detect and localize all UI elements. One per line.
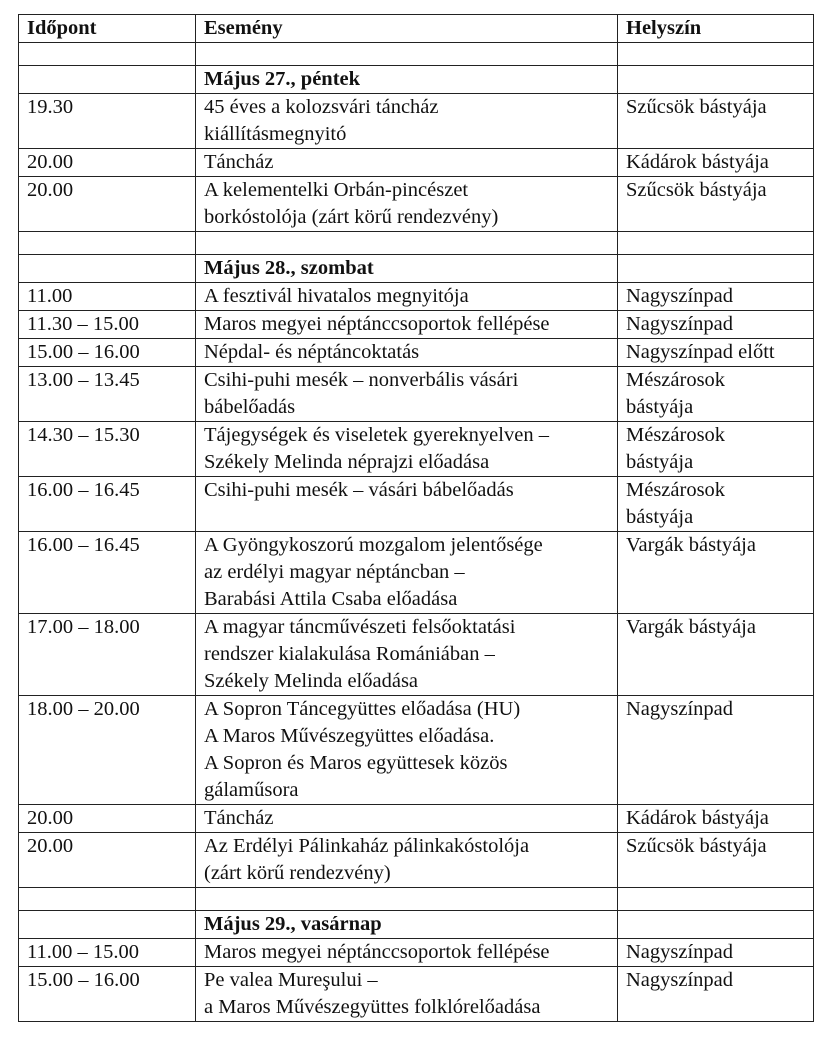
- event-cell: [196, 833, 618, 888]
- time-cell: 20.00: [19, 177, 196, 232]
- empty-cell: [618, 43, 814, 66]
- place-cell-line: Kádárok bástyája: [626, 151, 769, 173]
- place-cell-line: Nagyszínpad: [626, 698, 734, 720]
- event-cell-line: A Sopron Táncegyüttes előadása (HU): [204, 698, 521, 720]
- header-event: Esemény: [196, 15, 618, 43]
- table-row: [19, 422, 814, 477]
- schedule-body: [19, 43, 814, 1022]
- event-cell-line: Barabási Attila Csaba előadása: [204, 588, 458, 610]
- empty-cell: [618, 255, 814, 283]
- event-cell-line: (zárt körű rendezvény): [204, 862, 391, 884]
- event-cell-line: Maros megyei néptánccsoportok fellépése: [204, 941, 550, 963]
- table-row: [19, 177, 814, 232]
- time-cell: 16.00 – 16.45: [19, 477, 196, 532]
- event-cell: [196, 967, 618, 1022]
- place-cell: [618, 367, 814, 422]
- day-title: Május 28., szombat: [196, 255, 618, 283]
- place-cell: [618, 939, 814, 967]
- event-cell-line: Székely Melinda előadása: [204, 670, 419, 692]
- event-cell: [196, 177, 618, 232]
- place-cell: [618, 967, 814, 1022]
- place-cell: [618, 833, 814, 888]
- place-cell-line: bástyája: [626, 396, 694, 418]
- event-cell-line: A kelementelki Orbán-pincészet: [204, 179, 469, 201]
- place-cell: [618, 311, 814, 339]
- schedule-table: [18, 14, 814, 1022]
- event-cell-line: Népdal- és néptáncoktatás: [204, 341, 420, 363]
- event-cell: [196, 532, 618, 614]
- empty-cell: [618, 888, 814, 911]
- event-cell: [196, 94, 618, 149]
- place-cell: [618, 614, 814, 696]
- empty-cell: [19, 232, 196, 255]
- place-cell: [618, 532, 814, 614]
- time-cell: 15.00 – 16.00: [19, 339, 196, 367]
- table-row: [19, 477, 814, 532]
- empty-cell: [618, 911, 814, 939]
- table-row: [19, 614, 814, 696]
- event-cell-line: A fesztivál hivatalos megnyitója: [204, 285, 469, 307]
- event-cell: [196, 614, 618, 696]
- event-cell-line: az erdélyi magyar néptáncban –: [204, 561, 465, 583]
- time-cell: 11.00: [19, 283, 196, 311]
- table-row: [19, 311, 814, 339]
- place-cell-line: Vargák bástyája: [626, 616, 756, 638]
- place-cell-line: Nagyszínpad: [626, 285, 734, 307]
- place-cell: [618, 177, 814, 232]
- day-heading-row: [19, 911, 814, 939]
- empty-cell: [196, 888, 618, 911]
- event-cell-line: borkóstolója (zárt körű rendezvény): [204, 206, 499, 228]
- empty-cell: [196, 232, 618, 255]
- time-cell: 14.30 – 15.30: [19, 422, 196, 477]
- event-cell: [196, 367, 618, 422]
- spacer-row: [19, 888, 814, 911]
- event-cell-line: Táncház: [204, 807, 274, 829]
- empty-cell: [618, 232, 814, 255]
- place-cell: [618, 94, 814, 149]
- time-cell: 17.00 – 18.00: [19, 614, 196, 696]
- day-title: Május 29., vasárnap: [196, 911, 618, 939]
- place-cell: [618, 422, 814, 477]
- event-cell: [196, 477, 618, 532]
- place-cell-line: Mészárosok: [626, 369, 726, 391]
- event-cell-line: Maros megyei néptánccsoportok fellépése: [204, 313, 550, 335]
- place-cell-line: Nagyszínpad: [626, 941, 734, 963]
- place-cell-line: Nagyszínpad: [626, 969, 734, 991]
- place-cell: [618, 149, 814, 177]
- place-cell: [618, 283, 814, 311]
- empty-cell: [196, 43, 618, 66]
- event-cell-line: Táncház: [204, 151, 274, 173]
- event-cell-line: a Maros Művészegyüttes folklórelőadása: [204, 996, 541, 1018]
- place-cell-line: Nagyszínpad előtt: [626, 341, 775, 363]
- table-row: [19, 339, 814, 367]
- event-cell: [196, 149, 618, 177]
- event-cell: [196, 696, 618, 805]
- event-cell-line: Tájegységek és viseletek gyereknyelven –: [204, 424, 549, 446]
- time-cell: 16.00 – 16.45: [19, 532, 196, 614]
- empty-cell: [19, 43, 196, 66]
- time-cell: 20.00: [19, 149, 196, 177]
- empty-cell: [19, 911, 196, 939]
- time-cell: 20.00: [19, 833, 196, 888]
- event-cell: [196, 422, 618, 477]
- time-cell: 18.00 – 20.00: [19, 696, 196, 805]
- time-cell: 19.30: [19, 94, 196, 149]
- time-cell: 15.00 – 16.00: [19, 967, 196, 1022]
- place-cell: [618, 339, 814, 367]
- place-cell-line: bástyája: [626, 451, 694, 473]
- empty-cell: [19, 66, 196, 94]
- event-cell: [196, 805, 618, 833]
- event-cell-line: rendszer kialakulása Romániában –: [204, 643, 495, 665]
- time-cell: 13.00 – 13.45: [19, 367, 196, 422]
- header-place: Helyszín: [618, 15, 814, 43]
- place-cell: [618, 477, 814, 532]
- time-cell: 11.00 – 15.00: [19, 939, 196, 967]
- event-cell-line: Székely Melinda néprajzi előadása: [204, 451, 490, 473]
- table-row: [19, 939, 814, 967]
- table-row: [19, 149, 814, 177]
- event-cell-line: kiállításmegnyitó: [204, 123, 347, 145]
- empty-cell: [618, 66, 814, 94]
- table-row: [19, 833, 814, 888]
- day-heading-row: [19, 66, 814, 94]
- time-cell: 11.30 – 15.00: [19, 311, 196, 339]
- event-cell-line: gálaműsora: [204, 779, 299, 801]
- day-title: Május 27., péntek: [196, 66, 618, 94]
- spacer-row: [19, 43, 814, 66]
- place-cell-line: Mészárosok: [626, 424, 726, 446]
- event-cell-line: Csihi-puhi mesék – vásári bábelőadás: [204, 479, 514, 501]
- event-cell-line: A Gyöngykoszorú mozgalom jelentősége: [204, 534, 543, 556]
- event-cell-line: A magyar táncművészeti felsőoktatási: [204, 616, 516, 638]
- table-row: [19, 967, 814, 1022]
- place-cell-line: Nagyszínpad: [626, 313, 734, 335]
- event-cell: [196, 311, 618, 339]
- place-cell-line: Szűcsök bástyája: [626, 835, 767, 857]
- event-cell-line: bábelőadás: [204, 396, 296, 418]
- spacer-row: [19, 232, 814, 255]
- table-row: [19, 283, 814, 311]
- empty-cell: [19, 255, 196, 283]
- table-row: [19, 94, 814, 149]
- table-row: [19, 696, 814, 805]
- event-cell-line: Csihi-puhi mesék – nonverbális vásári: [204, 369, 519, 391]
- header-row: [19, 15, 814, 43]
- empty-cell: [19, 888, 196, 911]
- event-cell-line: Az Erdélyi Pálinkaház pálinkakóstolója: [204, 835, 530, 857]
- table-row: [19, 367, 814, 422]
- table-row: [19, 532, 814, 614]
- schedule-document: [18, 14, 813, 1022]
- time-cell: 20.00: [19, 805, 196, 833]
- place-cell-line: Szűcsök bástyája: [626, 179, 767, 201]
- event-cell-line: A Maros Művészegyüttes előadása.: [204, 725, 495, 747]
- place-cell-line: bástyája: [626, 506, 694, 528]
- event-cell: [196, 339, 618, 367]
- place-cell: [618, 696, 814, 805]
- event-cell-line: Pe valea Mureşului –: [204, 969, 378, 991]
- place-cell-line: Szűcsök bástyája: [626, 96, 767, 118]
- header-time: Időpont: [19, 15, 196, 43]
- place-cell: [618, 805, 814, 833]
- event-cell-line: A Sopron és Maros együttesek közös: [204, 752, 508, 774]
- event-cell: [196, 283, 618, 311]
- day-heading-row: [19, 255, 814, 283]
- place-cell-line: Kádárok bástyája: [626, 807, 769, 829]
- table-row: [19, 805, 814, 833]
- place-cell-line: Vargák bástyája: [626, 534, 756, 556]
- event-cell: [196, 939, 618, 967]
- event-cell-line: 45 éves a kolozsvári táncház: [204, 96, 439, 118]
- place-cell-line: Mészárosok: [626, 479, 726, 501]
